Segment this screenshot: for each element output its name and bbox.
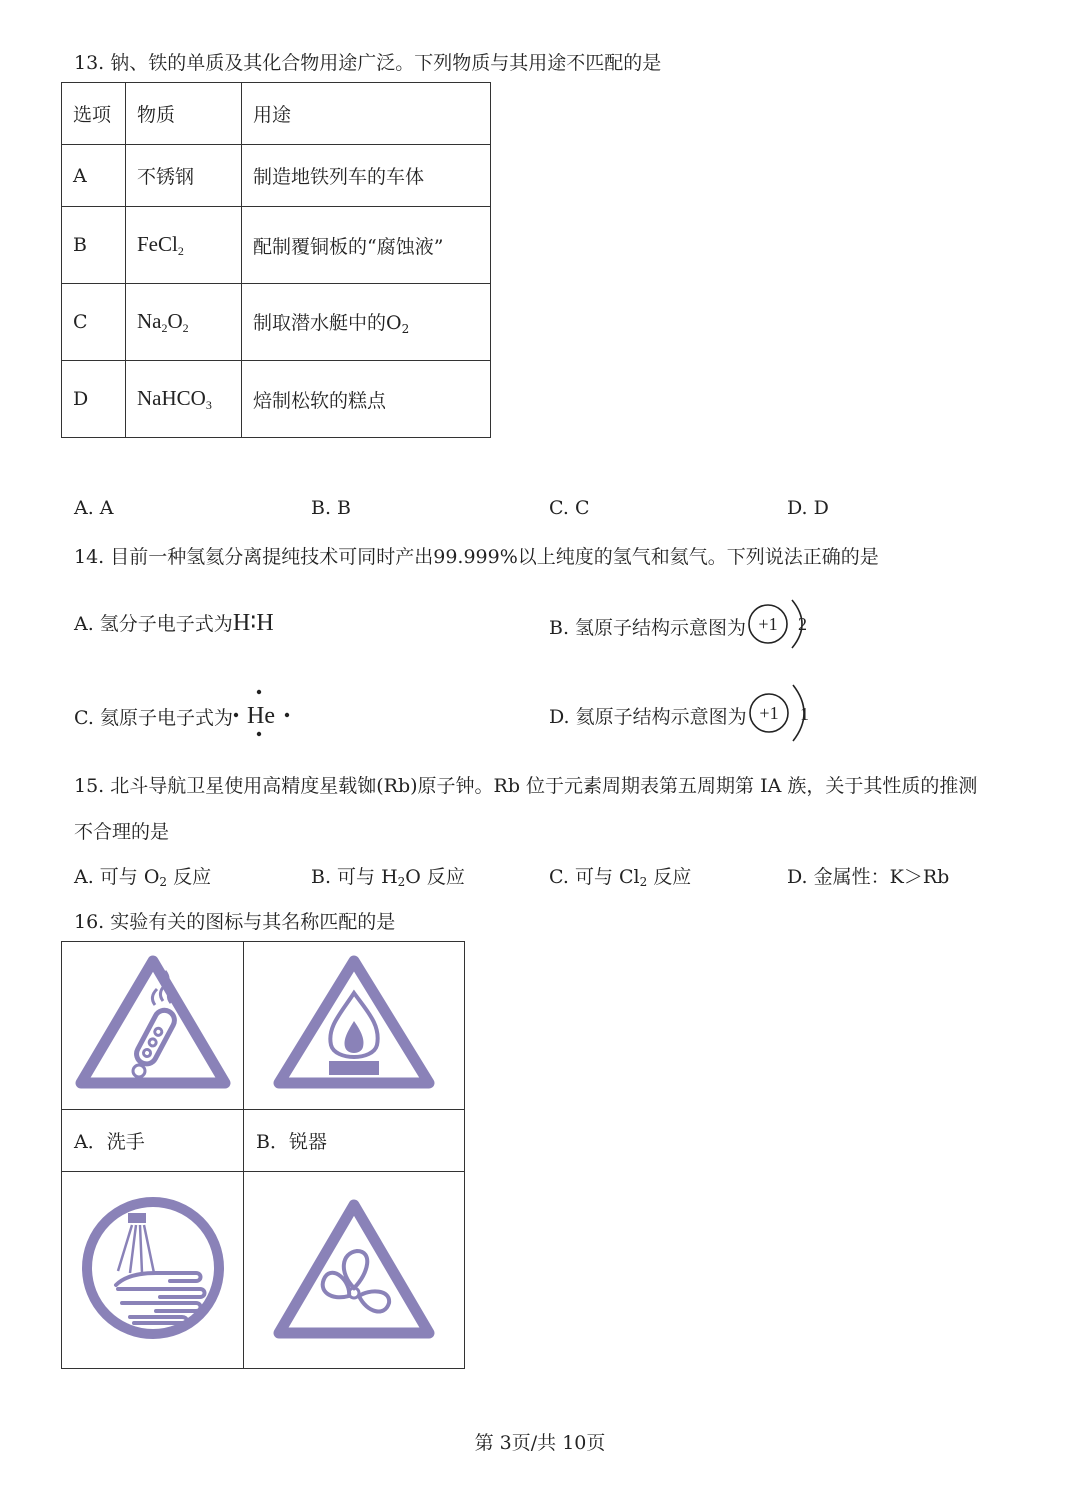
use-cell: 焙制松软的糕点 xyxy=(242,361,491,438)
formula-subscript: 2 xyxy=(161,320,168,335)
atom-structure-diagram-b xyxy=(746,596,816,657)
electron-count: 1 xyxy=(799,704,809,724)
choice-text: 反应 xyxy=(647,866,692,888)
formula-subscript: 3 xyxy=(205,397,212,412)
label-a: A．洗手 xyxy=(62,1110,244,1172)
label-b: B．锐器 xyxy=(244,1110,465,1172)
table-row xyxy=(62,361,491,438)
q13-choice-a[interactable]: A. A xyxy=(74,497,114,519)
header-use: 用途 xyxy=(242,83,491,145)
table-row xyxy=(62,284,491,361)
table-header-row xyxy=(62,83,491,145)
q14-choice-d[interactable] xyxy=(549,682,817,749)
choice-text: A. 氢分子电子式为 xyxy=(74,613,233,635)
nucleus-charge: +1 xyxy=(759,703,779,723)
q16-icon-table xyxy=(61,941,465,1369)
choice-text: B. 氢原子结构示意图为 xyxy=(549,617,747,639)
q15-choice-d[interactable]: D. 金属性：K＞Rb xyxy=(787,866,950,888)
q16-stem: 16. 实验有关的图标与其名称匹配的是 xyxy=(74,911,396,933)
option-cell: C xyxy=(62,284,126,361)
electron-formula-he xyxy=(233,688,293,745)
q13-choice-c[interactable]: C. C xyxy=(549,497,590,519)
q14-choice-c[interactable] xyxy=(74,688,293,745)
formula-main: FeCl xyxy=(137,231,178,256)
q15-choice-b[interactable] xyxy=(311,862,465,889)
table-row xyxy=(62,145,491,207)
q13-choice-d[interactable]: D. D xyxy=(787,497,829,519)
icon-cell-d[interactable] xyxy=(244,1172,465,1369)
q13-stem: 13. 钠、铁的单质及其化合物用途广泛。下列物质与其用途不匹配的是 xyxy=(74,52,662,74)
use-cell xyxy=(242,284,491,361)
substance-cell: 不锈钢 xyxy=(126,145,242,207)
choice-text: C. 可与 Cl xyxy=(549,866,640,888)
q13-choice-b[interactable]: B. B xyxy=(311,497,352,519)
formula-subscript: 2 xyxy=(182,320,189,335)
substance-cell xyxy=(126,207,242,284)
chemical-hazard-icon xyxy=(73,953,233,1093)
option-cell: A xyxy=(62,145,126,207)
choice-text: 反应 xyxy=(167,866,212,888)
substance-cell xyxy=(126,361,242,438)
icon-cell-b[interactable] xyxy=(244,942,465,1110)
use-text: 制取潜水艇中的O xyxy=(253,312,402,334)
he-symbol: He xyxy=(246,703,275,729)
atom-structure-diagram-d xyxy=(747,682,817,749)
header-substance: 物质 xyxy=(126,83,242,145)
formula-subscript: 2 xyxy=(397,875,406,889)
option-cell: D xyxy=(62,361,126,438)
q15-stem-line1: 15. 北斗导航卫星使用高精度星载铷(Rb)原子钟。Rb 位于元素周期表第五周期第 IA 族，关于其性质的推测 xyxy=(74,775,978,797)
q13-table xyxy=(61,82,491,438)
header-option: 选项 xyxy=(62,83,126,145)
electron-formula-h2: H∶H xyxy=(232,610,274,636)
formula-subscript: 2 xyxy=(159,875,168,889)
nucleus-charge: +1 xyxy=(758,614,778,634)
hand-wash-icon xyxy=(78,1193,228,1343)
q15-choice-a[interactable] xyxy=(74,862,211,889)
flame-burner-icon xyxy=(269,953,439,1093)
icon-cell-a[interactable] xyxy=(62,942,244,1110)
formula-main: Na xyxy=(137,308,162,333)
q15-choice-c[interactable] xyxy=(549,862,691,889)
choice-text: A. 可与 O xyxy=(74,866,160,888)
formula-main: NaHCO xyxy=(137,385,206,410)
electron-count: 2 xyxy=(798,614,808,634)
use-cell: 配制覆铜板的“腐蚀液” xyxy=(242,207,491,284)
q14-choice-b[interactable] xyxy=(549,596,816,657)
icon-cell-c[interactable] xyxy=(62,1172,244,1369)
substance-cell xyxy=(126,284,242,361)
q14-choice-a[interactable] xyxy=(74,608,274,637)
formula-subscript: 2 xyxy=(639,875,648,889)
formula-subscript: 2 xyxy=(401,322,410,336)
table-row xyxy=(62,207,491,284)
q15-stem-line2: 不合理的是 xyxy=(74,821,170,843)
choice-text: C. 氦原子电子式为 xyxy=(74,707,233,729)
formula-subscript: 2 xyxy=(177,243,184,258)
choice-text: O 反应 xyxy=(405,866,465,888)
ventilation-fan-icon xyxy=(269,1193,439,1343)
page-footer: 第 3页/共 10页 xyxy=(474,1432,606,1454)
choice-text: D. 氦原子结构示意图为 xyxy=(549,706,747,728)
option-cell: B xyxy=(62,207,126,284)
use-cell: 制造地铁列车的车体 xyxy=(242,145,491,207)
formula-main: O xyxy=(167,308,183,333)
q14-stem: 14. 目前一种氢氦分离提纯技术可同时产出99.999%以上纯度的氢气和氦气。下列说法正确的是 xyxy=(74,546,879,568)
choice-text: B. 可与 H xyxy=(311,866,398,888)
